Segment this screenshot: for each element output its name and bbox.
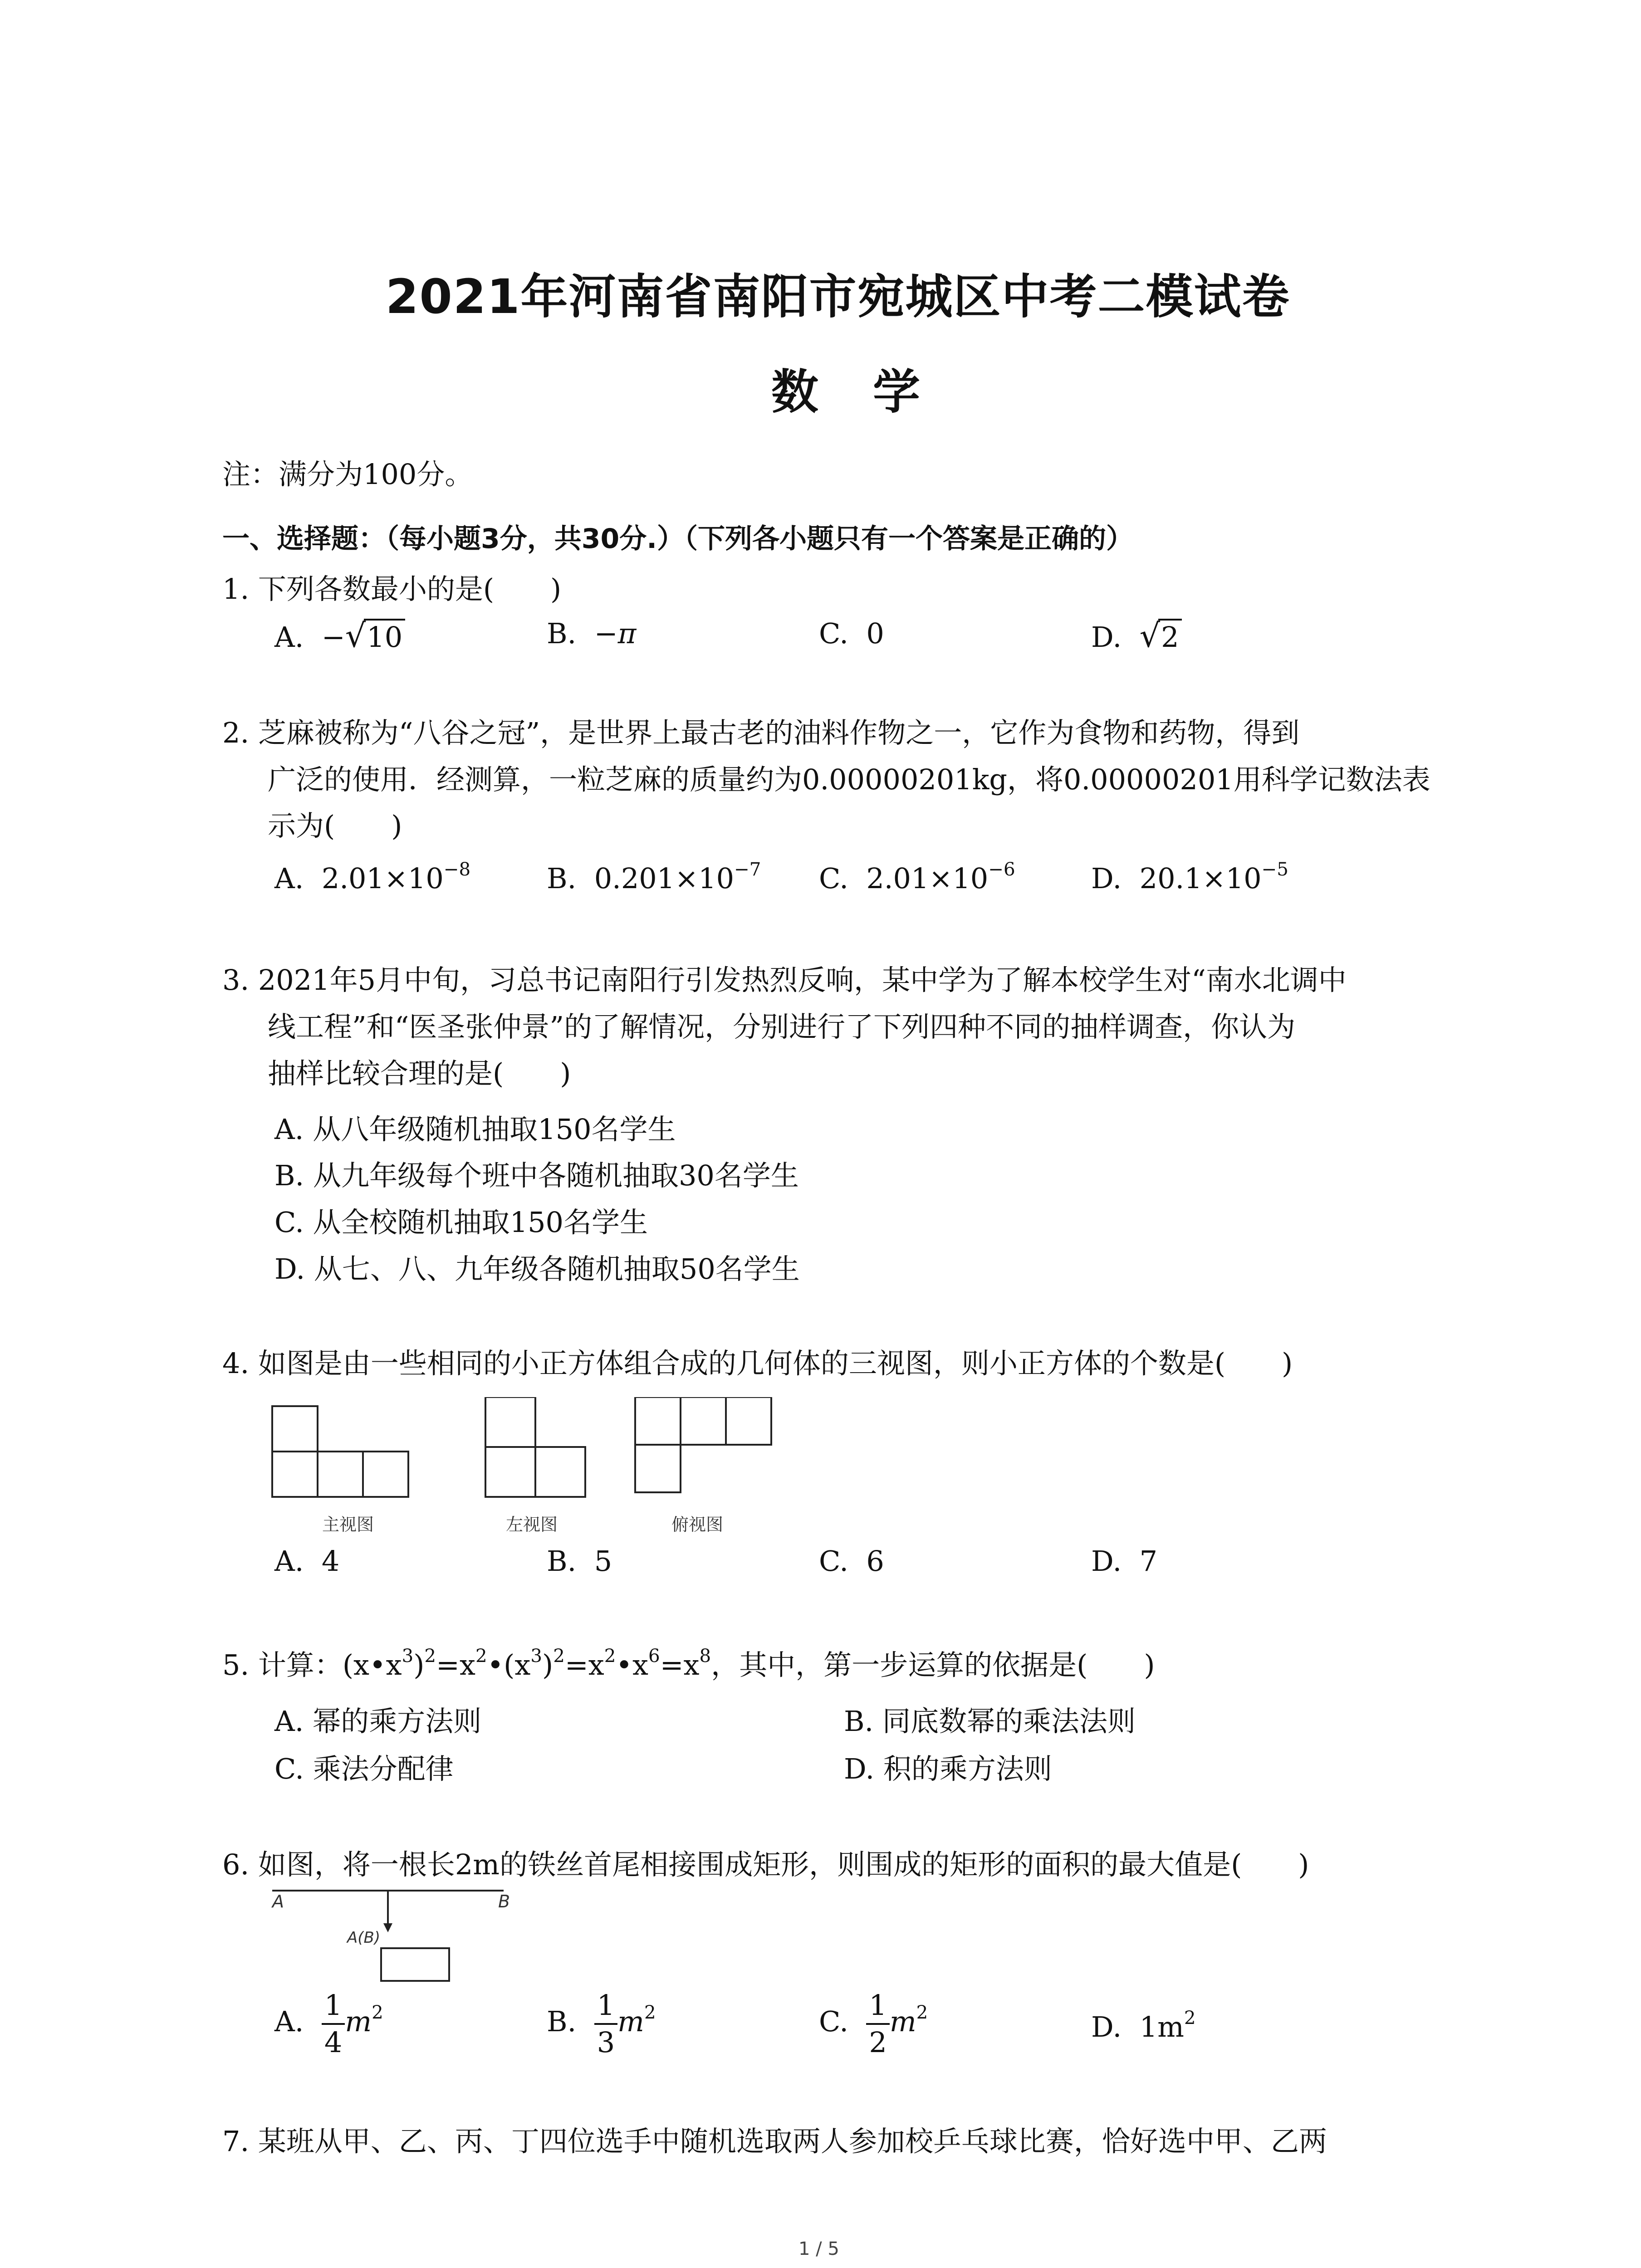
q5-exp: 2 bbox=[553, 1645, 565, 1667]
q6-d-label: D. bbox=[1091, 2010, 1122, 2043]
q1-b-value: −π bbox=[594, 617, 637, 650]
subject-title: 数学 bbox=[771, 364, 975, 420]
q6-a-fraction bbox=[322, 1991, 345, 2057]
q2-option-b bbox=[547, 858, 761, 895]
q1-a-radicand: 10 bbox=[364, 619, 405, 654]
q3-option-d: D. 从七、八、九年级各随机抽取50名学生 bbox=[274, 1252, 800, 1286]
q1-a-sign: − bbox=[321, 621, 345, 654]
q1-c-label: C. bbox=[819, 617, 848, 650]
q1-option-a bbox=[274, 617, 405, 655]
q6-b-fraction bbox=[594, 1991, 617, 2057]
front-view-drawing bbox=[272, 1406, 408, 1497]
left-view-drawing bbox=[485, 1397, 585, 1497]
q5-stem-part: =x bbox=[660, 1648, 700, 1681]
sqrt-symbol-icon: √ bbox=[1139, 617, 1161, 655]
q4-b-label: B. bbox=[547, 1545, 577, 1578]
q2-d-exponent: −5 bbox=[1261, 858, 1288, 880]
q5-exp: 3 bbox=[402, 1645, 414, 1667]
q4-c-label: C. bbox=[819, 1545, 848, 1578]
q5-stem-part: ，其中，第一步运算的依据是( ) bbox=[711, 1648, 1155, 1681]
q5-stem-part: =x bbox=[436, 1648, 475, 1681]
q1-option-d bbox=[1091, 617, 1182, 655]
q6-c-denominator: 2 bbox=[869, 2026, 887, 2059]
q6-option-a bbox=[274, 1991, 383, 2057]
q2-a-base: 2.01×10 bbox=[321, 862, 444, 895]
q2-c-label: C. bbox=[819, 862, 848, 895]
q2-b-base: 0.201×10 bbox=[594, 862, 735, 895]
q1-b-label: B. bbox=[547, 617, 577, 650]
q6-a-unit: m bbox=[345, 2005, 372, 2038]
q2-line3: 示为( ) bbox=[268, 809, 402, 842]
q1-option-c bbox=[819, 617, 884, 650]
q6-c-exp: 2 bbox=[916, 2001, 928, 2023]
q4-d-label: D. bbox=[1091, 1545, 1122, 1578]
q6-option-c bbox=[819, 1991, 928, 2057]
score-note: 注：满分为100分。 bbox=[222, 458, 473, 491]
q1-d-label: D. bbox=[1091, 621, 1122, 654]
q5-stem-part: •x bbox=[616, 1648, 648, 1681]
q5-stem-part: ) bbox=[413, 1648, 425, 1681]
fig-label-b: B bbox=[498, 1892, 510, 1911]
q6-b-numerator: 1 bbox=[594, 1991, 617, 2025]
q2-b-label: B. bbox=[547, 862, 577, 895]
q4-option-b bbox=[547, 1545, 612, 1578]
q1-stem: 1. 下列各数最小的是( ) bbox=[222, 572, 562, 606]
q4-stem: 4. 如图是由一些相同的小正方体组合成的几何体的三视图，则小正方体的个数是( ) bbox=[222, 1347, 1293, 1380]
q2-option-c bbox=[819, 858, 1015, 895]
q5-exp: 8 bbox=[699, 1645, 711, 1667]
q2-option-a bbox=[274, 858, 471, 895]
q3-line3: 抽样比较合理的是( ) bbox=[268, 1057, 571, 1090]
q5-exp: 2 bbox=[424, 1645, 436, 1667]
page-title: 2021年河南省南阳市宛城区中考二模试卷 bbox=[386, 269, 1290, 324]
q2-line1: 2. 芝麻被称为“八谷之冠”，是世界上最古老的油料作物之一，它作为食物和药物，得到 bbox=[222, 716, 1300, 749]
arrow-head-icon bbox=[383, 1923, 392, 1932]
q3-line1: 3. 2021年5月中旬，习总书记南阳行引发热烈反响，某中学为了解本校学生对“南水北调中 bbox=[222, 963, 1347, 997]
q4-b-value: 5 bbox=[594, 1545, 612, 1578]
q2-c-exponent: −6 bbox=[988, 858, 1015, 880]
q6-b-exp: 2 bbox=[644, 2001, 656, 2023]
q3-option-c: C. 从全校随机抽取150名学生 bbox=[274, 1206, 648, 1239]
q2-a-exponent: −8 bbox=[443, 858, 471, 880]
q4-option-d bbox=[1091, 1545, 1157, 1578]
q5-stem-part: •(x bbox=[487, 1648, 531, 1681]
q1-a-label: A. bbox=[274, 621, 304, 654]
q6-a-denominator: 4 bbox=[324, 2026, 343, 2059]
q6-a-numerator: 1 bbox=[322, 1991, 345, 2025]
q2-b-exponent: −7 bbox=[734, 858, 761, 880]
q5-option-d: D. 积的乘方法则 bbox=[844, 1752, 1052, 1785]
q2-line2: 广泛的使用．经测算，一粒芝麻的质量约为0.00000201kg，将0.00000201用科学记数法表 bbox=[268, 763, 1430, 796]
q1-d-radicand: 2 bbox=[1158, 619, 1181, 654]
q5-exp: 2 bbox=[604, 1645, 616, 1667]
q6-d-value: 1m bbox=[1139, 2010, 1184, 2043]
q6-c-fraction bbox=[866, 1991, 889, 2057]
q2-d-base: 20.1×10 bbox=[1139, 862, 1262, 895]
q6-option-d bbox=[1091, 2007, 1196, 2043]
q1-c-value: 0 bbox=[866, 617, 884, 650]
q6-b-label: B. bbox=[547, 2005, 577, 2038]
q1-option-b bbox=[547, 617, 636, 650]
left-view-label: 左视图 bbox=[506, 1515, 558, 1535]
q2-c-base: 2.01×10 bbox=[866, 862, 989, 895]
q6-stem: 6. 如图，将一根长2m的铁丝首尾相接围成矩形，则围成的矩形的面积的最大值是( ) bbox=[222, 1848, 1309, 1881]
q5-stem-part: ) bbox=[542, 1648, 554, 1681]
q5-exp: 6 bbox=[648, 1645, 660, 1667]
q5-option-a: A. 幂的乘方法则 bbox=[274, 1705, 482, 1738]
wire-rectangle-figure bbox=[268, 1887, 522, 1996]
q2-a-label: A. bbox=[274, 862, 304, 895]
fig-label-a: A bbox=[272, 1892, 284, 1911]
rectangle-shape bbox=[381, 1948, 449, 1981]
q6-c-unit: m bbox=[889, 2005, 916, 2038]
front-view-label: 主视图 bbox=[322, 1515, 374, 1535]
q5-option-b: B. 同底数幂的乘法法则 bbox=[844, 1705, 1136, 1738]
q5-stem-part: 5. 计算：(x•x bbox=[222, 1648, 402, 1681]
q6-b-denominator: 3 bbox=[597, 2026, 615, 2059]
fig-label-ab: A(B) bbox=[347, 1929, 381, 1947]
three-view-figure bbox=[268, 1397, 803, 1506]
q7-line1: 7. 某班从甲、乙、丙、丁四位选手中随机选取两人参加校乒乓球比赛，恰好选中甲、乙两 bbox=[222, 2125, 1327, 2158]
q6-c-label: C. bbox=[819, 2005, 848, 2038]
q4-a-value: 4 bbox=[321, 1545, 340, 1578]
q6-a-exp: 2 bbox=[372, 2001, 383, 2023]
q4-d-value: 7 bbox=[1139, 1545, 1158, 1578]
q4-c-value: 6 bbox=[866, 1545, 884, 1578]
q2-d-label: D. bbox=[1091, 862, 1122, 895]
top-view-drawing bbox=[635, 1397, 771, 1492]
q6-a-label: A. bbox=[274, 2005, 304, 2038]
q6-c-numerator: 1 bbox=[866, 1991, 889, 2025]
q5-exp: 3 bbox=[530, 1645, 542, 1667]
q2-option-d bbox=[1091, 858, 1288, 895]
q4-a-label: A. bbox=[274, 1545, 304, 1578]
section-heading: 一、选择题：（每小题3分，共30分.）（下列各小题只有一个答案是正确的） bbox=[222, 523, 1134, 555]
q5-exp: 2 bbox=[475, 1645, 487, 1667]
q4-option-a bbox=[274, 1545, 339, 1578]
q3-option-a: A. 从八年级随机抽取150名学生 bbox=[274, 1113, 676, 1146]
top-view-label: 俯视图 bbox=[671, 1515, 724, 1535]
q6-d-exp: 2 bbox=[1184, 2007, 1196, 2028]
q6-b-unit: m bbox=[617, 2005, 644, 2038]
q6-option-b bbox=[547, 1991, 656, 2057]
q3-line2: 线工程”和“医圣张仲景”的了解情况，分别进行了下列四种不同的抽样调查，你认为 bbox=[268, 1010, 1296, 1043]
q5-option-c: C. 乘法分配律 bbox=[274, 1752, 454, 1785]
q3-option-b: B. 从九年级每个班中各随机抽取30名学生 bbox=[274, 1159, 799, 1192]
q5-stem-part: =x bbox=[564, 1648, 604, 1681]
q4-option-c bbox=[819, 1545, 884, 1578]
q5-stem bbox=[222, 1645, 1155, 1681]
sqrt-symbol-icon: √ bbox=[345, 617, 366, 655]
page-number: 1 / 5 bbox=[798, 2239, 839, 2259]
